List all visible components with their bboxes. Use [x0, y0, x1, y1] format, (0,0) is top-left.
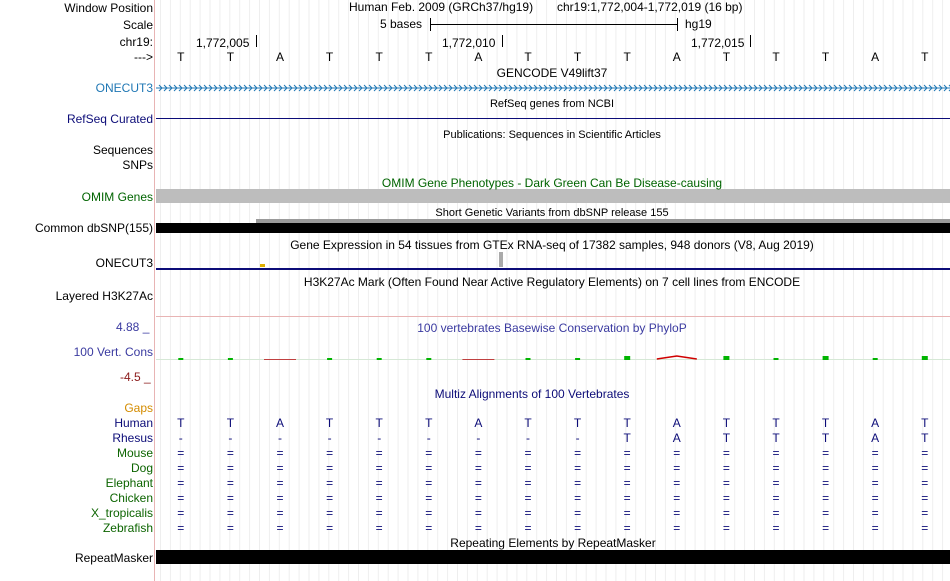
sequence-base: T — [722, 50, 731, 64]
alignment-base: = — [276, 461, 284, 475]
alignment-base: T — [821, 431, 830, 445]
coordinate-label: 1,772,015 — [691, 36, 745, 50]
coordinate-tick — [256, 35, 257, 47]
alignment-base: = — [871, 521, 879, 535]
repeatmasker-track-label[interactable]: RepeatMasker — [74, 551, 153, 565]
strand-label: ---> — [134, 50, 153, 64]
alignment-base: = — [524, 521, 532, 535]
alignment-base: = — [474, 476, 482, 490]
alignment-base: T — [325, 416, 334, 430]
sequence-base: T — [921, 50, 929, 64]
alignment-base: = — [375, 461, 383, 475]
alignment-base: = — [276, 476, 284, 490]
publications-track-title[interactable]: Publications: Sequences in Scientific Articles — [443, 129, 661, 141]
alignment-base: = — [772, 506, 780, 520]
alignment-base: = — [574, 491, 582, 505]
phylop-conservation-plot[interactable] — [156, 330, 950, 382]
alignment-base: = — [375, 476, 383, 490]
alignment-base: = — [871, 491, 879, 505]
phylop-negative-mark — [462, 359, 494, 360]
alignment-base: = — [623, 461, 631, 475]
alignment-base: A — [474, 416, 483, 430]
alignment-base: = — [673, 506, 681, 520]
phylop-positive-mark — [723, 356, 729, 360]
alignment-base: = — [425, 491, 433, 505]
h3k27ac-track-label[interactable]: Layered H3K27Ac — [55, 289, 153, 303]
alignment-base: = — [822, 506, 830, 520]
alignment-base: = — [177, 446, 185, 460]
phylop-negative-mark — [264, 359, 296, 360]
alignment-base: = — [574, 446, 582, 460]
alignment-base: = — [177, 506, 185, 520]
alignment-base: = — [326, 491, 334, 505]
alignment-base: = — [574, 506, 582, 520]
sequence-base: T — [772, 50, 780, 64]
alignment-base: - — [278, 431, 282, 445]
alignment-base: = — [226, 476, 234, 490]
sequence-base: T — [821, 50, 830, 64]
alignment-base: A — [672, 416, 681, 430]
sequence-base: T — [524, 50, 532, 64]
alignment-base: = — [722, 461, 730, 475]
alignment-base: = — [772, 461, 780, 475]
phylop-track-label[interactable]: 100 Vert. Cons — [73, 345, 153, 359]
sequence-base: A — [275, 50, 284, 64]
alignment-base: = — [226, 461, 234, 475]
sequence-base: T — [623, 50, 631, 64]
alignment-base: = — [375, 446, 383, 460]
alignment-base: A — [275, 416, 284, 430]
phylop-min-label: -4.5 _ — [120, 370, 151, 384]
alignment-base: = — [822, 461, 830, 475]
position-range[interactable]: chr19:1,772,004-1,772,019 (16 bp) — [557, 0, 743, 14]
alignment-base: = — [822, 521, 830, 535]
omim-track-label[interactable]: OMIM Genes — [81, 190, 153, 204]
alignment-base: = — [326, 446, 334, 460]
alignment-base: - — [526, 431, 530, 445]
chromosome-label: chr19: — [119, 35, 153, 49]
alignment-base: = — [375, 521, 383, 535]
alignment-base: = — [822, 476, 830, 490]
alignment-base: = — [226, 506, 234, 520]
alignment-base: - — [228, 431, 233, 445]
gencode-track-title[interactable]: GENCODE V49lift37 — [496, 66, 608, 80]
alignment-base: = — [177, 461, 185, 475]
alignment-base: = — [623, 506, 631, 520]
alignment-base: - — [377, 431, 382, 445]
sequence-base: A — [871, 50, 880, 64]
phylop-positive-mark — [178, 358, 183, 360]
alignment-base: = — [177, 521, 185, 535]
alignment-base: = — [326, 476, 334, 490]
alignment-base: = — [722, 476, 730, 490]
dbsnp-track-label[interactable]: Common dbSNP(155) — [34, 221, 153, 235]
sequence-base: T — [425, 50, 433, 64]
alignment-base: = — [574, 476, 582, 490]
phylop-positive-mark — [228, 358, 233, 360]
label-column-border — [154, 0, 155, 581]
alignment-base: = — [623, 491, 631, 505]
gtex-expression-mark[interactable] — [260, 264, 265, 267]
alignment-base: T — [821, 416, 830, 430]
phylop-positive-mark — [873, 358, 878, 360]
scale-bar — [430, 24, 678, 25]
alignment-base: = — [177, 476, 185, 490]
alignment-base: = — [226, 521, 234, 535]
alignment-base: = — [673, 521, 681, 535]
alignment-base: = — [871, 506, 879, 520]
db-label: hg19 — [685, 17, 712, 31]
alignment-base: T — [623, 416, 631, 430]
scale-bar-left-tick — [430, 18, 431, 31]
alignment-species-label[interactable]: Dog — [130, 461, 153, 475]
alignment-base: = — [375, 506, 383, 520]
publications-label-sequences[interactable]: Sequences — [92, 143, 153, 157]
alignment-base: T — [425, 416, 433, 430]
alignment-base: = — [871, 446, 879, 460]
alignment-base: - — [575, 431, 580, 445]
sequence-base: T — [325, 50, 334, 64]
alignment-base: T — [226, 416, 235, 430]
alignment-base: = — [673, 491, 681, 505]
alignment-base: T — [772, 431, 780, 445]
alignment-base: = — [276, 446, 284, 460]
alignment-base: = — [226, 491, 234, 505]
alignment-base: = — [623, 446, 631, 460]
alignment-base: = — [921, 491, 929, 505]
alignment-base: = — [177, 491, 185, 505]
window-position-label: Window Position — [64, 1, 153, 15]
refseq-track-title[interactable]: RefSeq genes from NCBI — [489, 98, 615, 110]
h3k27ac-baseline — [156, 316, 950, 317]
alignment-base: = — [326, 506, 334, 520]
sequence-base: T — [177, 50, 185, 64]
phylop-positive-mark — [823, 356, 829, 360]
alignment-base: = — [524, 476, 532, 490]
sequence-base: T — [226, 50, 235, 64]
scale-text: 5 bases — [380, 17, 423, 31]
alignment-base: = — [921, 476, 929, 490]
refseq-gene-line[interactable] — [156, 118, 950, 119]
alignment-species-label[interactable]: Elephant — [105, 476, 153, 490]
dbsnp-track-title[interactable]: Short Genetic Variants from dbSNP release 155 — [435, 207, 669, 219]
gtex-gene-line[interactable] — [156, 268, 950, 270]
alignment-base: = — [623, 521, 631, 535]
repeatmasker-element-bar[interactable] — [156, 550, 950, 564]
coordinate-label: 1,772,010 — [442, 36, 496, 50]
alignment-base: = — [673, 461, 681, 475]
alignment-species-label[interactable]: Mouse — [116, 446, 153, 460]
alignment-base: = — [871, 461, 879, 475]
alignment-base: = — [474, 506, 482, 520]
alignment-base: = — [326, 461, 334, 475]
sequence-base: T — [375, 50, 383, 64]
alignment-base: T — [921, 431, 929, 445]
alignment-base: = — [276, 491, 284, 505]
alignment-base: = — [673, 476, 681, 490]
alignment-base: = — [425, 461, 433, 475]
gtex-track-title[interactable]: Gene Expression in 54 tissues from GTEx RNA-seq of 17382 samples, 948 donors (V8, Aug 2019) — [290, 238, 814, 252]
alignment-base: - — [476, 431, 481, 445]
assembly-title: Human Feb. 2009 (GRCh37/hg19) — [349, 0, 534, 14]
alignment-base: = — [524, 461, 532, 475]
alignment-base: = — [772, 491, 780, 505]
alignment-base: T — [177, 416, 185, 430]
repeatmasker-track-title[interactable]: Repeating Elements by RepeatMasker — [450, 536, 656, 550]
alignment-base: T — [524, 416, 532, 430]
alignment-species-label[interactable]: Human — [114, 416, 153, 430]
phylop-positive-mark — [526, 358, 531, 360]
alignment-base: = — [921, 446, 929, 460]
alignment-species-label[interactable]: Chicken — [109, 491, 153, 505]
sequence-base: A — [474, 50, 483, 64]
phylop-positive-mark — [624, 356, 630, 360]
alignment-base: = — [722, 521, 730, 535]
alignment-base: T — [375, 416, 383, 430]
sequence-base: T — [573, 50, 582, 64]
h3k27ac-track-title[interactable]: H3K27Ac Mark (Often Found Near Active Regulatory Elements) on 7 cell lines from ENCODE — [303, 275, 801, 289]
alignment-base: T — [921, 416, 929, 430]
alignment-base: = — [574, 521, 582, 535]
coordinate-tick — [750, 35, 751, 47]
alignment-base: T — [722, 431, 731, 445]
gtex-track-label[interactable]: ONECUT3 — [95, 256, 153, 270]
alignment-base: = — [722, 506, 730, 520]
gencode-gene-strand-arrows[interactable] — [156, 82, 950, 94]
alignment-base: - — [426, 431, 431, 445]
phylop-max-label: 4.88 _ — [116, 320, 150, 334]
phylop-positive-mark — [922, 356, 928, 360]
alignment-base: = — [772, 476, 780, 490]
alignment-base: T — [573, 416, 582, 430]
alignment-base: = — [673, 446, 681, 460]
publications-label-snps[interactable]: SNPs — [122, 158, 153, 172]
phylop-positive-mark — [575, 358, 580, 360]
alignment-base: = — [921, 506, 929, 520]
alignment-base: - — [327, 431, 332, 445]
alignment-base: = — [425, 446, 433, 460]
alignment-base: = — [524, 446, 532, 460]
alignment-species-label[interactable]: Zebrafish — [102, 521, 153, 535]
sequence-base: A — [672, 50, 681, 64]
phylop-positive-mark — [774, 358, 779, 360]
alignment-species-label[interactable]: X_tropicalis — [90, 506, 153, 520]
phylop-track-title[interactable]: 100 vertebrates Basewise Conservation by PhyloP — [417, 321, 687, 335]
omim-track-title[interactable]: OMIM Gene Phenotypes - Dark Green Can Be Disease-causing — [381, 176, 723, 190]
alignment-base: T — [722, 416, 731, 430]
phylop-positive-mark — [426, 358, 431, 360]
alignment-base: = — [226, 446, 234, 460]
alignment-base: = — [524, 506, 532, 520]
alignment-base: = — [574, 461, 582, 475]
phylop-negative-mark — [657, 356, 697, 359]
alignment-base: = — [326, 521, 334, 535]
refseq-track-label[interactable]: RefSeq Curated — [66, 112, 153, 126]
alignment-base: = — [375, 491, 383, 505]
alignment-base: A — [871, 416, 880, 430]
alignment-base: = — [722, 491, 730, 505]
alignment-base: = — [425, 476, 433, 490]
alignment-base: = — [921, 521, 929, 535]
alignment-base: A — [871, 431, 880, 445]
alignment-base: = — [772, 446, 780, 460]
coordinate-label: 1,772,005 — [196, 36, 250, 50]
alignment-base: = — [921, 461, 929, 475]
alignment-base: = — [474, 461, 482, 475]
alignment-base: = — [474, 521, 482, 535]
gtex-expression-bar[interactable] — [499, 252, 503, 267]
coordinate-tick — [502, 35, 503, 47]
alignment-base: = — [474, 491, 482, 505]
multiz-track-title[interactable]: Multiz Alignments of 100 Vertebrates — [434, 387, 630, 401]
dbsnp-variant-bar[interactable] — [156, 223, 950, 233]
alignment-base: = — [772, 521, 780, 535]
alignment-base: = — [276, 521, 284, 535]
alignment-species-label[interactable]: Rhesus — [112, 431, 153, 445]
multiz-gaps-label[interactable]: Gaps — [124, 401, 153, 415]
alignment-base: = — [871, 476, 879, 490]
gencode-gene-label[interactable]: ONECUT3 — [95, 81, 153, 95]
alignment-base: = — [623, 476, 631, 490]
scale-bar-right-tick — [677, 18, 678, 31]
alignment-base: = — [822, 491, 830, 505]
alignment-base: - — [178, 431, 183, 445]
alignment-base: A — [672, 431, 681, 445]
scale-label: Scale — [122, 18, 153, 32]
phylop-positive-mark — [327, 358, 332, 360]
omim-feature-bar[interactable] — [156, 189, 950, 203]
alignment-base: = — [822, 446, 830, 460]
phylop-positive-mark — [377, 358, 382, 360]
alignment-base: = — [425, 506, 433, 520]
alignment-base: T — [772, 416, 780, 430]
alignment-base: = — [425, 521, 433, 535]
alignment-base: = — [474, 446, 482, 460]
alignment-base: = — [722, 446, 730, 460]
alignment-base: = — [524, 491, 532, 505]
alignment-base: T — [623, 431, 631, 445]
alignment-base: = — [276, 506, 284, 520]
